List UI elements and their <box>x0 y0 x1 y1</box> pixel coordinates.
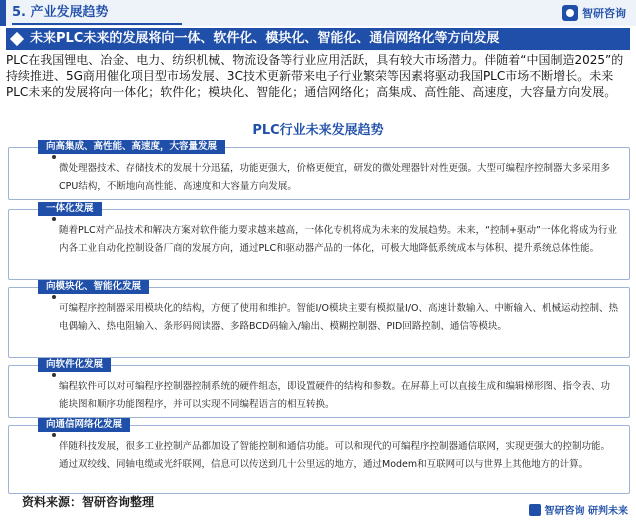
intro-paragraph: PLC在我国锂电、冶金、电力、纺织机械、物流设备等行业应用活跃，具有较大市场潜力。伴随着“中国制造2025”的持续推进、5G商用催化项目型市场发展、3C技术更新带来电子行业繁荣等因素将驱动我国PLC市场不断增长。未来PLC未来的发展将向一体化；软件化；模块化、智能化；通信网络化；高集成、高性能、高速度，大容量方向发展。 <box>6 53 624 99</box>
trend-section-box <box>8 425 630 494</box>
trend-section-2 <box>8 202 630 280</box>
bullet-icon <box>52 155 56 159</box>
trend-section-text: 伴随科技发展，很多工业控制产品都加设了智能控制和通信功能。可以和现代的可编程序控制器通信联网，实现更强大的控制功能。通过双绞线、同轴电缆或光纤联网，信息可以传送到几十公里远的地方，通过Modem和互联网可以与世界上其他地方的计算。 <box>59 441 611 470</box>
headline-text: 未来PLC未来的发展将向一体、软件化、模块化、智能化、通信网络化等方向发展 <box>30 31 500 46</box>
trend-section-4 <box>8 358 630 418</box>
trend-section-text: 微处理器技术、存储技术的发展十分迅猛，功能更强大，价格更便宜，研发的微处理器针对性更强。大型可编程序控制器大多采用多CPU结构，不断地向高性能、高速度和大容量方向发展。 <box>59 163 611 192</box>
source-note: 资料来源：智研咨询整理 <box>22 495 155 509</box>
diamond-icon <box>10 32 24 46</box>
trend-section-1 <box>8 140 630 200</box>
brand-name: 智研咨询 <box>582 7 626 20</box>
trend-section-text: 可编程序控制器采用模块化的结构，方便了使用和维护。智能I/O模块主要有模拟量I/O、高速计数输入、中断输入、机械运动控制、热电偶输入、热电阻输入、条形码阅读器、多路BCD码输入/输出、模糊控制器、PID回路控制、通信等模块。 <box>59 303 618 332</box>
footer-brand-text: 智研咨询 研判未来 <box>544 506 628 517</box>
zhiyan-logo-icon <box>529 504 541 516</box>
trend-section-box <box>8 365 630 418</box>
top-bar <box>0 0 636 26</box>
trend-section-text: 随着PLC对产品技术和解决方案对软件能力要求越来越高，一体化专机将成为未来的发展趋势。未来，“控制+驱动”一体化将成为行业内各工业自动化控制设备厂商的发展方向，通过PLC和驱动器产品的一体化，可极大地降低系统成本与体积、提升系统总体性能。 <box>59 225 617 254</box>
trend-section-box <box>8 147 630 200</box>
trend-subtitle: PLC行业未来发展趋势 <box>252 123 384 138</box>
bullet-icon <box>52 433 56 437</box>
trend-section-tag: 向软件化发展 <box>38 358 111 372</box>
section-title-underline <box>12 23 182 25</box>
zhiyan-logo-icon <box>562 5 578 21</box>
trend-section-box <box>8 209 630 280</box>
trend-section-3 <box>8 280 630 358</box>
trend-section-tag: 向模块化、智能化发展 <box>38 280 149 294</box>
footer-brand <box>529 502 628 517</box>
trend-section-tag: 向高集成、高性能、高速度，大容量发展 <box>38 140 225 154</box>
trend-section-5 <box>8 418 630 494</box>
bullet-icon <box>52 373 56 377</box>
trend-section-text: 编程软件可以对可编程序控制器控制系统的硬件组态，即设置硬件的结构和参数。在屏幕上可以直接生成和编辑梯形图、指令表、功能块图和顺序功能图程序，并可以实现不同编程语言的相互转换。 <box>59 381 611 410</box>
accent-stripe <box>0 0 6 26</box>
section-title: 5. 产业发展趋势 <box>12 5 109 20</box>
brand-logo <box>562 4 626 22</box>
trend-section-tag: 向通信网络化发展 <box>38 418 130 432</box>
bullet-icon <box>52 295 56 299</box>
headline-banner <box>6 28 630 50</box>
bullet-icon <box>52 217 56 221</box>
trend-section-box <box>8 287 630 358</box>
trend-section-tag: 一体化发展 <box>38 202 102 216</box>
